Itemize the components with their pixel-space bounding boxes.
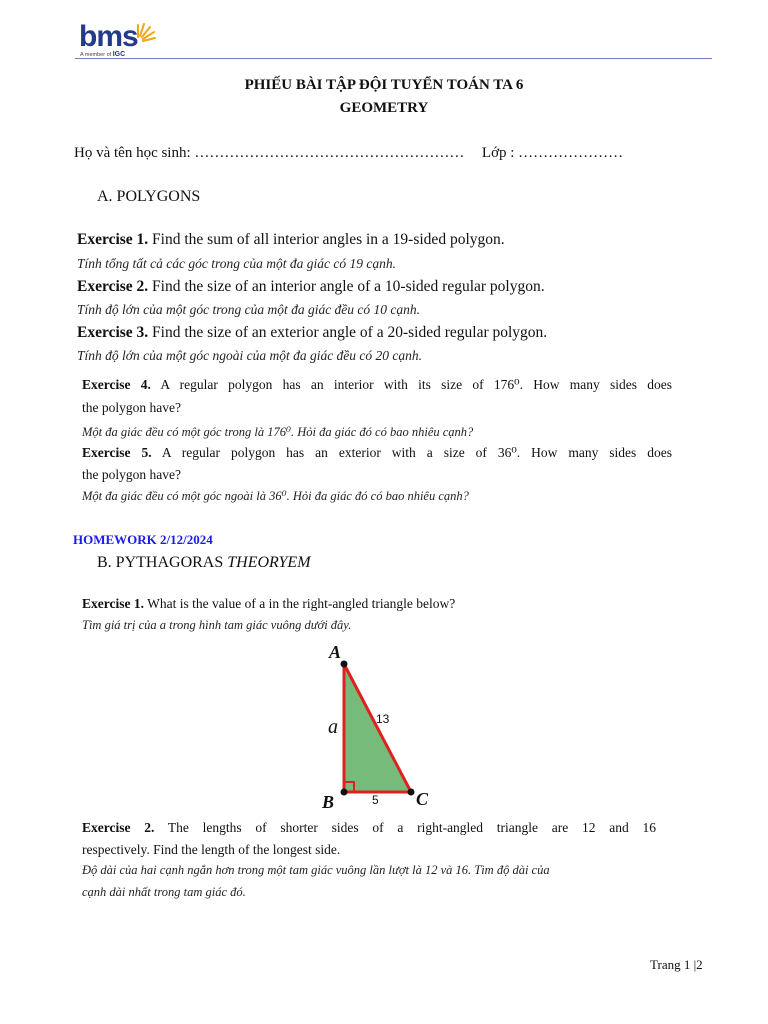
- triangle-fill: [344, 664, 411, 792]
- class-field-label: Lớp : …………………: [481, 145, 624, 161]
- pythagoras-exercise-2-vi-line2: cạnh dài nhất trong tam giác đó.: [82, 885, 246, 899]
- vertex-a-label: A: [329, 642, 342, 662]
- polygon-exercise-3: Exercise 3. Find the size of an exterior angle of a 20-sided regular polygon.: [77, 324, 548, 341]
- polygon-exercise-4-vi: Một đa giác đều có một góc trong là 176⁰. Hỏi đa giác đó có bao nhiêu cạnh?: [82, 425, 474, 439]
- name-field-label: Họ và tên học sinh: ………………………………………………: [74, 145, 465, 161]
- page-title: PHIẾU BÀI TẬP ĐỘI TUYỂN TOÁN TA 6: [244, 77, 524, 93]
- pythagoras-exercise-1-vi: Tìm giá trị của a trong hình tam giác vuông dưới đây.: [82, 618, 352, 632]
- side-ac-label: 13: [376, 712, 390, 726]
- pythagoras-exercise-2-vi: Độ dài của hai cạnh ngắn hơn trong một tam giác vuông lần lượt là 12 và 16. Tìm độ dài của: [82, 863, 550, 877]
- logo: bms: [79, 20, 138, 53]
- polygon-exercise-2-vi: Tính độ lớn của một góc trong của một đa giác đều có 10 cạnh.: [77, 302, 421, 317]
- polygon-exercise-4-line2: the polygon have?: [82, 400, 181, 415]
- section-b-heading: B. PYTHAGORAS THEORYEM: [97, 554, 311, 571]
- side-ab-label: a: [328, 716, 338, 738]
- pythagoras-exercise-2: Exercise 2. The lengths of shorter sides of a right-angled triangle are 12 and 16: [82, 820, 656, 835]
- polygon-exercise-5-vi: Một đa giác đều có một góc ngoài là 36⁰. Hỏi đa giác đó có bao nhiêu cạnh?: [82, 489, 469, 503]
- homework-label: HOMEWORK 2/12/2024: [73, 532, 213, 547]
- logo-tagline: A member of IGC: [80, 51, 126, 58]
- page-number: Trang 1 |2: [650, 957, 703, 972]
- polygon-exercise-3-vi: Tính độ lớn của một góc ngoài của một đa giác đều có 20 cạnh.: [77, 348, 423, 363]
- logo-group: IGC: [112, 51, 126, 58]
- polygon-exercise-2: Exercise 2. Find the size of an interior angle of a 10-sided regular polygon.: [77, 278, 545, 295]
- header-rule: [75, 58, 712, 59]
- right-triangle-diagram: [310, 640, 440, 812]
- polygon-exercise-5-line2: the polygon have?: [82, 467, 181, 482]
- polygon-exercise-1-vi: Tính tổng tất cả các góc trong của một đa giác có 19 cạnh.: [77, 256, 396, 271]
- page-subtitle: GEOMETRY: [339, 100, 429, 116]
- polygon-exercise-5: Exercise 5. A regular polygon has an exterior with a size of 36⁰. How many sides does: [82, 445, 673, 460]
- side-bc-label: 5: [372, 793, 379, 807]
- vertex-c-label: C: [416, 789, 429, 809]
- vertex-b-label: B: [322, 792, 335, 812]
- section-a-heading: A. POLYGONS: [97, 188, 201, 205]
- sun-logo-icon: [134, 15, 158, 45]
- pythagoras-exercise-1: Exercise 1. What is the value of a in the right-angled triangle below?: [82, 596, 456, 611]
- polygon-exercise-1: Exercise 1. Find the sum of all interior angles in a 19-sided polygon.: [77, 231, 505, 248]
- student-info: [74, 145, 623, 162]
- vertex-c-dot: [408, 789, 415, 796]
- vertex-a-dot: [341, 661, 348, 668]
- pythagoras-exercise-2-line2: respectively. Find the length of the longest side.: [82, 842, 341, 857]
- polygon-exercise-4: Exercise 4. A regular polygon has an interior with its size of 176⁰. How many sides does: [82, 377, 672, 392]
- vertex-b-dot: [341, 789, 348, 796]
